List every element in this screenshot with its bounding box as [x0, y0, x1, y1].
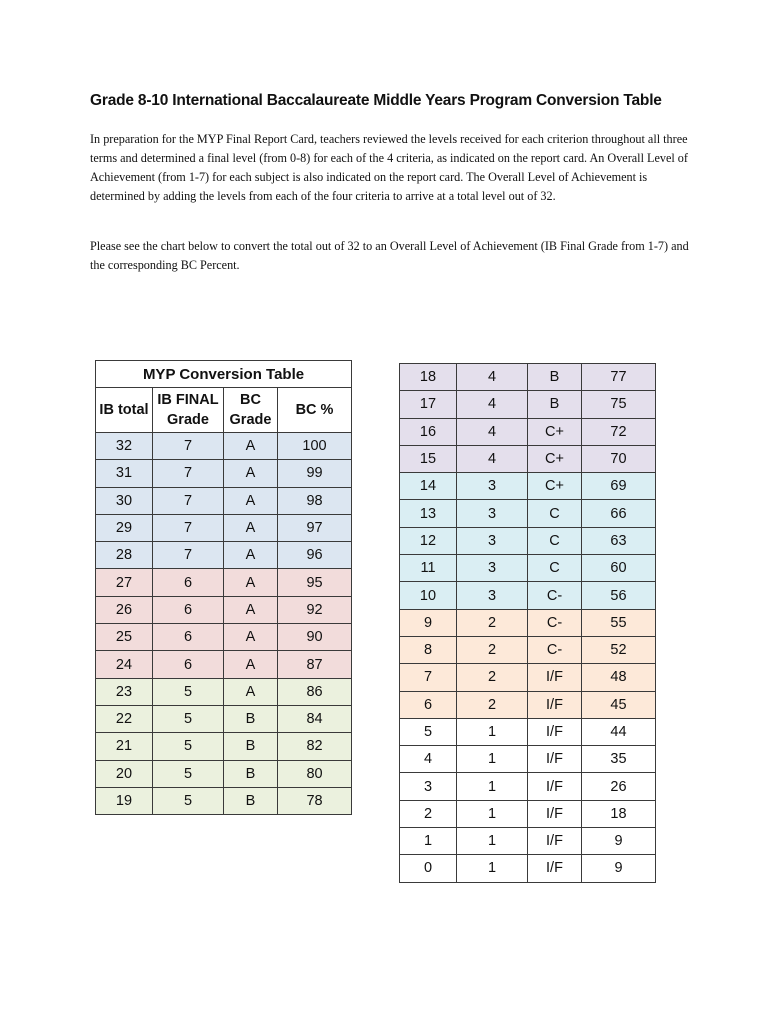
ib-total-cell: 29: [96, 514, 153, 541]
bc-percent-cell: 75: [582, 391, 656, 418]
ib-final-grade-cell: 5: [153, 678, 224, 705]
table-row: [400, 664, 656, 691]
ib-total-cell: 15: [400, 445, 457, 472]
bc-grade-cell: A: [224, 624, 278, 651]
ib-final-grade-cell: 7: [153, 514, 224, 541]
table-row: [96, 487, 352, 514]
ib-final-grade-cell: 5: [153, 705, 224, 732]
ib-final-grade-cell: 5: [153, 787, 224, 814]
bc-percent-cell: 72: [582, 418, 656, 445]
table-row: [96, 787, 352, 814]
ib-total-cell: 18: [400, 364, 457, 391]
table-row: [400, 391, 656, 418]
bc-percent-cell: 48: [582, 664, 656, 691]
bc-grade-cell: A: [224, 487, 278, 514]
header-ib-total: IB total: [96, 388, 153, 433]
ib-final-grade-cell: 2: [457, 664, 528, 691]
bc-percent-cell: 82: [278, 733, 352, 760]
bc-grade-cell: B: [224, 760, 278, 787]
table-row: [400, 582, 656, 609]
bc-grade-cell: C-: [528, 609, 582, 636]
header-bc-grade: BC Grade: [224, 388, 278, 433]
table-row: [96, 514, 352, 541]
ib-final-grade-cell: 6: [153, 651, 224, 678]
table-row: [96, 569, 352, 596]
ib-final-grade-cell: 1: [457, 773, 528, 800]
table-row: [96, 596, 352, 623]
table-row: [400, 364, 656, 391]
bc-grade-cell: I/F: [528, 855, 582, 882]
table-row: [400, 828, 656, 855]
ib-final-grade-cell: 4: [457, 391, 528, 418]
ib-total-cell: 28: [96, 542, 153, 569]
bc-percent-cell: 9: [582, 855, 656, 882]
table-row: [400, 527, 656, 554]
ib-final-grade-cell: 7: [153, 542, 224, 569]
table-row: [400, 746, 656, 773]
bc-percent-cell: 70: [582, 445, 656, 472]
ib-final-grade-cell: 2: [457, 609, 528, 636]
ib-final-grade-cell: 4: [457, 364, 528, 391]
intro-paragraph: In preparation for the MYP Final Report Card, teachers reviewed the levels received for each criterion throughout all three terms and determined a final level (from 0-8) for each of the 4 criteria, as indicated on the report card. An Overall Level of Achievement (from 1-7) for each subject is also indicated on the report card. The Overall Level of Achievement is determined by adding the levels from each of the four criteria to arrive at a total level out of 32.: [90, 132, 688, 203]
bc-grade-cell: B: [224, 787, 278, 814]
ib-total-cell: 8: [400, 636, 457, 663]
bc-grade-cell: A: [224, 514, 278, 541]
bc-grade-cell: A: [224, 433, 278, 460]
ib-total-cell: 14: [400, 473, 457, 500]
ib-total-cell: 4: [400, 746, 457, 773]
bc-percent-cell: 69: [582, 473, 656, 500]
table-caption: MYP Conversion Table: [96, 361, 352, 388]
ib-final-grade-cell: 1: [457, 746, 528, 773]
ib-total-cell: 2: [400, 800, 457, 827]
bc-percent-cell: 55: [582, 609, 656, 636]
bc-grade-cell: I/F: [528, 800, 582, 827]
table-row: [96, 678, 352, 705]
bc-grade-cell: I/F: [528, 691, 582, 718]
ib-final-grade-cell: 2: [457, 691, 528, 718]
ib-total-cell: 23: [96, 678, 153, 705]
ib-final-grade-cell: 7: [153, 460, 224, 487]
table-row: [400, 773, 656, 800]
ib-total-cell: 10: [400, 582, 457, 609]
ib-total-cell: 20: [96, 760, 153, 787]
bc-percent-cell: 98: [278, 487, 352, 514]
bc-grade-cell: I/F: [528, 746, 582, 773]
bc-percent-cell: 87: [278, 651, 352, 678]
header-ib-final-grade: IB FINAL Grade: [153, 388, 224, 433]
ib-final-grade-cell: 3: [457, 527, 528, 554]
bc-percent-cell: 90: [278, 624, 352, 651]
ib-total-cell: 11: [400, 555, 457, 582]
ib-total-cell: 24: [96, 651, 153, 678]
table-row: [96, 733, 352, 760]
ib-total-cell: 1: [400, 828, 457, 855]
table-row: [96, 542, 352, 569]
bc-percent-cell: 95: [278, 569, 352, 596]
conversion-table-left: [95, 360, 352, 815]
ib-final-grade-cell: 6: [153, 569, 224, 596]
ib-final-grade-cell: 1: [457, 800, 528, 827]
bc-grade-cell: A: [224, 596, 278, 623]
table-row: [400, 718, 656, 745]
bc-grade-cell: C: [528, 500, 582, 527]
ib-total-cell: 25: [96, 624, 153, 651]
table-row: [400, 855, 656, 882]
bc-grade-cell: B: [224, 733, 278, 760]
bc-grade-cell: B: [224, 705, 278, 732]
bc-grade-cell: C: [528, 527, 582, 554]
ib-final-grade-cell: 6: [153, 596, 224, 623]
bc-percent-cell: 26: [582, 773, 656, 800]
bc-grade-cell: A: [224, 678, 278, 705]
ib-final-grade-cell: 6: [153, 624, 224, 651]
ib-final-grade-cell: 1: [457, 855, 528, 882]
table-row: [400, 609, 656, 636]
bc-grade-cell: C-: [528, 582, 582, 609]
page-title: Grade 8-10 International Baccalaureate Middle Years Program Conversion Table: [90, 92, 662, 109]
bc-percent-cell: 99: [278, 460, 352, 487]
table-body-left: [96, 433, 352, 815]
bc-percent-cell: 18: [582, 800, 656, 827]
ib-total-cell: 7: [400, 664, 457, 691]
bc-percent-cell: 77: [582, 364, 656, 391]
ib-final-grade-cell: 4: [457, 445, 528, 472]
bc-percent-cell: 60: [582, 555, 656, 582]
ib-total-cell: 9: [400, 609, 457, 636]
table-row: [96, 433, 352, 460]
ib-total-cell: 31: [96, 460, 153, 487]
bc-grade-cell: I/F: [528, 773, 582, 800]
table-row: [96, 760, 352, 787]
table-body-right: [400, 364, 656, 883]
ib-total-cell: 19: [96, 787, 153, 814]
ib-total-cell: 32: [96, 433, 153, 460]
bc-percent-cell: 92: [278, 596, 352, 623]
ib-total-cell: 17: [400, 391, 457, 418]
ib-total-cell: 16: [400, 418, 457, 445]
table-row: [96, 651, 352, 678]
bc-percent-cell: 78: [278, 787, 352, 814]
table-row: [400, 500, 656, 527]
ib-total-cell: 0: [400, 855, 457, 882]
ib-total-cell: 13: [400, 500, 457, 527]
ib-total-cell: 26: [96, 596, 153, 623]
ib-total-cell: 27: [96, 569, 153, 596]
ib-final-grade-cell: 3: [457, 582, 528, 609]
bc-grade-cell: A: [224, 651, 278, 678]
bc-grade-cell: C+: [528, 445, 582, 472]
ib-final-grade-cell: 5: [153, 733, 224, 760]
bc-grade-cell: B: [528, 391, 582, 418]
ib-final-grade-cell: 3: [457, 500, 528, 527]
ib-total-cell: 5: [400, 718, 457, 745]
bc-percent-cell: 84: [278, 705, 352, 732]
table-row: [400, 636, 656, 663]
bc-grade-cell: A: [224, 542, 278, 569]
bc-grade-cell: A: [224, 569, 278, 596]
ib-final-grade-cell: 7: [153, 433, 224, 460]
table-row: [400, 445, 656, 472]
conversion-table-right: [399, 363, 656, 883]
bc-percent-cell: 63: [582, 527, 656, 554]
bc-percent-cell: 44: [582, 718, 656, 745]
ib-total-cell: 30: [96, 487, 153, 514]
bc-grade-cell: C: [528, 555, 582, 582]
table-row: [96, 705, 352, 732]
bc-grade-cell: I/F: [528, 828, 582, 855]
bc-grade-cell: I/F: [528, 718, 582, 745]
bc-grade-cell: I/F: [528, 664, 582, 691]
bc-percent-cell: 9: [582, 828, 656, 855]
table-row: [400, 800, 656, 827]
bc-grade-cell: B: [528, 364, 582, 391]
header-bc-percent: BC %: [278, 388, 352, 433]
table-row: [400, 473, 656, 500]
bc-percent-cell: 80: [278, 760, 352, 787]
bc-percent-cell: 52: [582, 636, 656, 663]
ib-total-cell: 6: [400, 691, 457, 718]
bc-percent-cell: 35: [582, 746, 656, 773]
bc-grade-cell: A: [224, 460, 278, 487]
ib-final-grade-cell: 2: [457, 636, 528, 663]
bc-percent-cell: 97: [278, 514, 352, 541]
bc-percent-cell: 56: [582, 582, 656, 609]
bc-percent-cell: 96: [278, 542, 352, 569]
ib-final-grade-cell: 7: [153, 487, 224, 514]
table-row: [400, 555, 656, 582]
table-row: [400, 418, 656, 445]
ib-final-grade-cell: 3: [457, 473, 528, 500]
table-row: [96, 460, 352, 487]
ib-final-grade-cell: 4: [457, 418, 528, 445]
bc-percent-cell: 66: [582, 500, 656, 527]
ib-final-grade-cell: 5: [153, 760, 224, 787]
ib-total-cell: 12: [400, 527, 457, 554]
ib-final-grade-cell: 3: [457, 555, 528, 582]
ib-final-grade-cell: 1: [457, 828, 528, 855]
bc-grade-cell: C+: [528, 473, 582, 500]
ib-total-cell: 21: [96, 733, 153, 760]
ib-final-grade-cell: 1: [457, 718, 528, 745]
ib-total-cell: 22: [96, 705, 153, 732]
bc-percent-cell: 45: [582, 691, 656, 718]
bc-percent-cell: 86: [278, 678, 352, 705]
bc-grade-cell: C+: [528, 418, 582, 445]
table-row: [96, 624, 352, 651]
bc-grade-cell: C-: [528, 636, 582, 663]
instruction-paragraph: Please see the chart below to convert the total out of 32 to an Overall Level of Achievement (IB Final Grade from 1-7) and the corresponding BC Percent.: [90, 239, 689, 272]
table-row: [400, 691, 656, 718]
bc-percent-cell: 100: [278, 433, 352, 460]
ib-total-cell: 3: [400, 773, 457, 800]
